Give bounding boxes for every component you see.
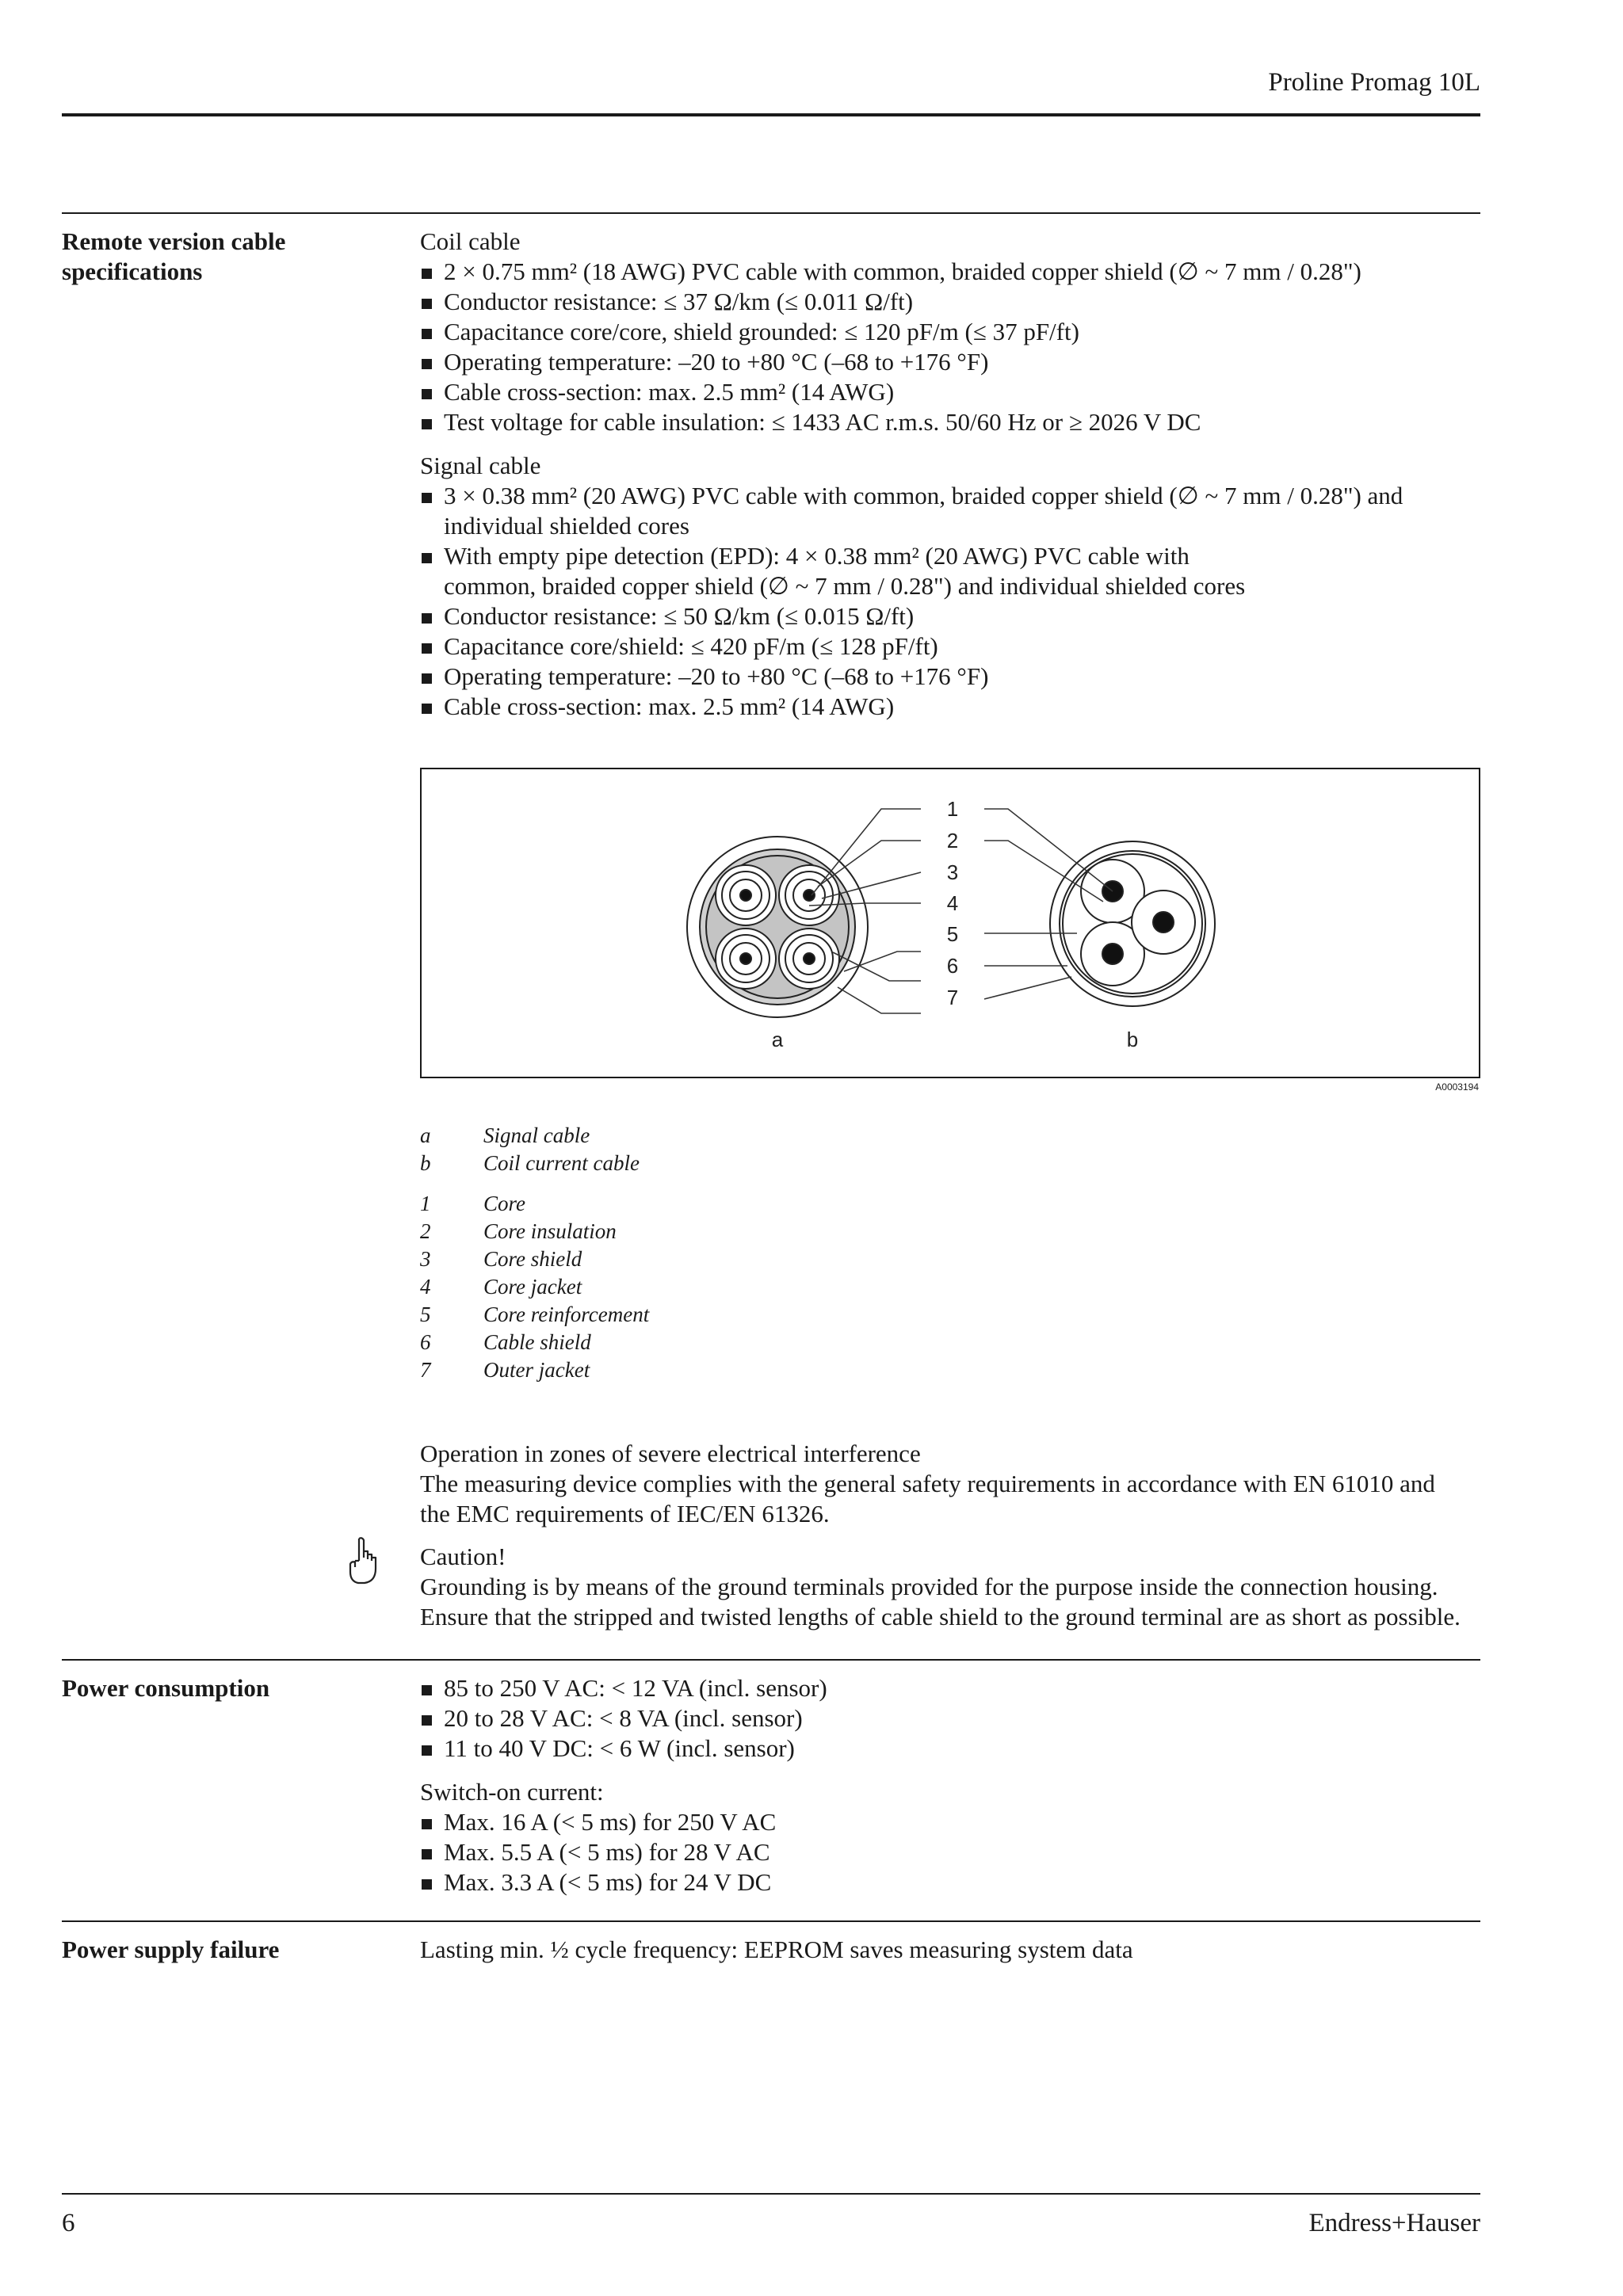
callout-4: 4 bbox=[946, 891, 959, 915]
list-item: With empty pipe detection (EPD): 4 × 0.38 mm² (20 AWG) PVC cable with common, braided copper shield (∅ ~ 7 mm / 0.28") and individual shielded cores bbox=[420, 541, 1284, 601]
figure-legend-ab bbox=[420, 1122, 640, 1177]
legend-row: 1 Core bbox=[420, 1192, 525, 1215]
legend-row: 4 Core jacket bbox=[420, 1275, 582, 1299]
list-item: Capacitance core/shield: ≤ 420 pF/m (≤ 128 pF/ft) bbox=[420, 631, 1482, 662]
figure-label-b: b bbox=[1126, 1028, 1139, 1051]
coil-cable-list bbox=[420, 257, 1482, 437]
section-divider bbox=[62, 1920, 1480, 1922]
switch-on-heading: Switch-on current: bbox=[420, 1778, 604, 1806]
section-divider bbox=[62, 212, 1480, 214]
legend-row: a Signal cable bbox=[420, 1123, 590, 1147]
interference-heading: Operation in zones of severe electrical interference bbox=[420, 1440, 921, 1467]
legend-row: 6 Cable shield bbox=[420, 1330, 591, 1354]
section-label-power: Power consumption bbox=[62, 1674, 270, 1702]
page-number: 6 bbox=[62, 2209, 75, 2237]
cable-diagram bbox=[422, 769, 1479, 1077]
callout-7: 7 bbox=[946, 986, 959, 1009]
caution-note: Caution! Grounding is by means of the ground terminals provided for the purpose inside the connection housing. Ensure that the stripped and twisted lengths of cable shield to the ground terminal are as short as possible. bbox=[420, 1542, 1482, 1632]
list-item: Conductor resistance: ≤ 37 Ω/km (≤ 0.011 Ω/ft) bbox=[420, 287, 1482, 317]
document-title: Proline Promag 10L bbox=[1268, 68, 1480, 97]
list-item: Test voltage for cable insulation: ≤ 1433 AC r.m.s. 50/60 Hz or ≥ 2026 V DC bbox=[420, 407, 1482, 437]
footer-brand: Endress+Hauser bbox=[1308, 2209, 1480, 2237]
signal-cable-list bbox=[420, 481, 1482, 722]
power-failure-text: Lasting min. ½ cycle frequency: EEPROM saves measuring system data bbox=[420, 1936, 1133, 1963]
power-consumption bbox=[420, 1673, 1482, 1897]
coil-cable-heading: Coil cable bbox=[420, 227, 521, 255]
list-item: 2 × 0.75 mm² (18 AWG) PVC cable with common, braided copper shield (∅ ~ 7 mm / 0.28") bbox=[420, 257, 1482, 287]
callout-3: 3 bbox=[946, 860, 959, 884]
caution-hand-icon bbox=[346, 1537, 380, 1590]
signal-cable-drawing bbox=[687, 837, 868, 1017]
list-item: Capacitance core/core, shield grounded: ≤ 120 pF/m (≤ 37 pF/ft) bbox=[420, 317, 1482, 347]
callout-2: 2 bbox=[946, 829, 959, 852]
list-item: Conductor resistance: ≤ 50 Ω/km (≤ 0.015 Ω/ft) bbox=[420, 601, 1482, 631]
signal-cable-heading: Signal cable bbox=[420, 452, 541, 479]
list-item: Max. 5.5 A (< 5 ms) for 28 V AC bbox=[420, 1837, 1482, 1867]
section-label-remote: Remote version cable specifications bbox=[62, 227, 286, 285]
callout-5: 5 bbox=[946, 922, 959, 946]
list-item: 3 × 0.38 mm² (20 AWG) PVC cable with common, braided copper shield (∅ ~ 7 mm / 0.28") and individual shielded cores bbox=[420, 481, 1482, 541]
list-item: 11 to 40 V DC: < 6 W (incl. sensor) bbox=[420, 1733, 1482, 1764]
list-item: Cable cross-section: max. 2.5 mm² (14 AWG) bbox=[420, 377, 1482, 407]
callout-1: 1 bbox=[946, 797, 959, 821]
list-item: Cable cross-section: max. 2.5 mm² (14 AWG) bbox=[420, 692, 1482, 722]
list-item: Operating temperature: –20 to +80 °C (–68 to +176 °F) bbox=[420, 347, 1482, 377]
list-item: 20 to 28 V AC: < 8 VA (incl. sensor) bbox=[420, 1703, 1482, 1733]
list-item: Max. 16 A (< 5 ms) for 250 V AC bbox=[420, 1807, 1482, 1837]
remote-cable-specs bbox=[420, 227, 1482, 722]
figure-label-a: a bbox=[771, 1028, 784, 1051]
legend-row: 5 Core reinforcement bbox=[420, 1302, 650, 1326]
footer-rule bbox=[62, 2193, 1480, 2195]
legend-row: b Coil current cable bbox=[420, 1151, 640, 1175]
interference-note: Operation in zones of severe electrical interference The measuring device complies with the general safety requirements in accordance with EN 61010 and the EMC requirements of IEC/EN 61326. bbox=[420, 1439, 1482, 1529]
list-item: Max. 3.3 A (< 5 ms) for 24 V DC bbox=[420, 1867, 1482, 1897]
list-item: Operating temperature: –20 to +80 °C (–68 to +176 °F) bbox=[420, 662, 1482, 692]
cable-cross-section-figure bbox=[420, 768, 1480, 1078]
coil-cable-drawing bbox=[1050, 841, 1215, 1006]
callout-6: 6 bbox=[946, 954, 959, 978]
legend-row: 2 Core insulation bbox=[420, 1219, 617, 1243]
legend-row: 3 Core shield bbox=[420, 1247, 582, 1271]
legend-row: 7 Outer jacket bbox=[420, 1358, 590, 1382]
list-item: 85 to 250 V AC: < 12 VA (incl. sensor) bbox=[420, 1673, 1482, 1703]
caution-heading: Caution! bbox=[420, 1543, 506, 1570]
figure-legend-numbers bbox=[420, 1190, 649, 1384]
header-rule bbox=[62, 113, 1480, 116]
figure-code: A0003194 bbox=[1435, 1081, 1479, 1093]
section-label-failure: Power supply failure bbox=[62, 1936, 280, 1963]
section-divider bbox=[62, 1659, 1480, 1661]
